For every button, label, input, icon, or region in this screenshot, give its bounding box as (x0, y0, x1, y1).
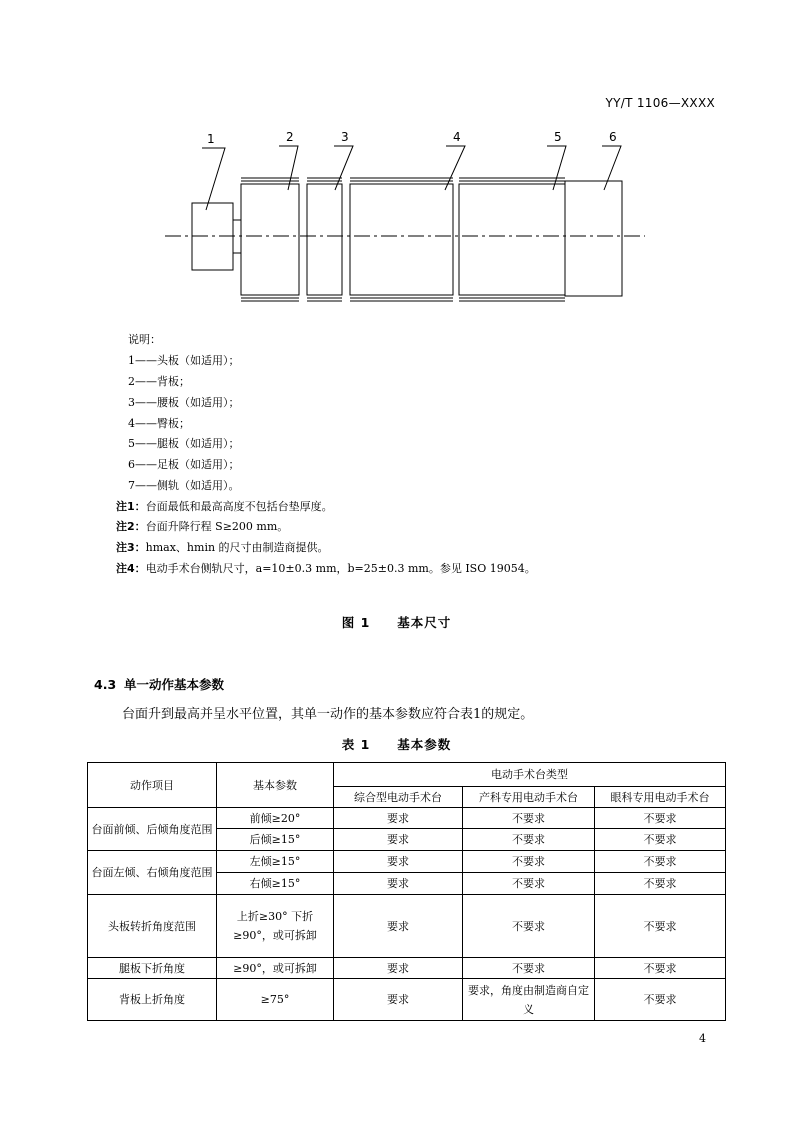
leg-board-shape (459, 184, 565, 295)
parameters-table (87, 762, 726, 1021)
value-cell: 要求 (334, 829, 463, 851)
figure-note-3: 注3：hmax、hmin 的尺寸由制造商提供。 (116, 541, 329, 554)
back-board-shape (241, 184, 299, 295)
value-cell: 不要求 (463, 873, 595, 895)
section-heading (94, 675, 224, 693)
legend-title: 说明： (128, 333, 161, 346)
legend-item: 7——侧轨（如适用）。 (128, 479, 240, 492)
part-label-4: 4 (453, 130, 461, 144)
table-row (88, 851, 726, 873)
section-title: 单一动作基本参数 (124, 677, 225, 692)
legend-item: 5——腿板（如适用）； (128, 437, 240, 450)
action-cell: 台面前倾、后倾角度范围 (88, 808, 217, 851)
part-label-6: 6 (609, 130, 617, 144)
waist-board-shape (307, 184, 342, 295)
legend-item: 1——头板（如适用）； (128, 354, 240, 367)
figure-note-4: 注4：电动手术台侧轨尺寸，a=10±0.3 mm，b=25±0.3 mm。参见 ISO 19054。 (116, 562, 536, 575)
param-cell: 前倾≥20° (217, 808, 334, 829)
param-cell: ≥75° (217, 979, 334, 1021)
value-cell: 不要求 (595, 829, 726, 851)
section-number: 4.3 (94, 677, 117, 692)
value-cell: 不要求 (463, 895, 595, 958)
part-label-3: 3 (341, 130, 349, 144)
action-cell: 头板转折角度范围 (88, 895, 217, 958)
value-cell: 不要求 (595, 851, 726, 873)
value-cell: 不要求 (595, 958, 726, 979)
header-param: 基本参数 (217, 763, 334, 808)
figure-note-2: 注2：台面升降行程 S≥200 mm。 (116, 520, 289, 533)
foot-board-shape (565, 181, 622, 296)
value-cell: 要求 (334, 958, 463, 979)
table-caption: 表 1 基本参数 (341, 737, 452, 752)
param-cell: 上折≥30° 下折≥90°，或可拆卸 (217, 895, 334, 958)
legend-item: 4——臀板； (128, 417, 190, 430)
table-row (88, 958, 726, 979)
page-number: 4 (699, 1032, 706, 1045)
value-cell: 不要求 (595, 873, 726, 895)
header-group: 电动手术台类型 (334, 763, 726, 787)
part-label-2: 2 (286, 130, 294, 144)
param-cell: 右倾≥15° (217, 873, 334, 895)
operating-table-figure (155, 128, 655, 303)
hip-board-shape (350, 184, 453, 295)
figure-caption: 图 1 基本尺寸 (341, 615, 452, 630)
header-action: 动作项目 (88, 763, 217, 808)
value-cell: 不要求 (463, 851, 595, 873)
action-cell: 台面左倾、右倾角度范围 (88, 851, 217, 895)
value-cell: 要求 (334, 895, 463, 958)
value-cell: 要求 (334, 979, 463, 1021)
value-cell: 不要求 (595, 808, 726, 829)
header-type: 综合型电动手术台 (334, 787, 463, 808)
table-row (88, 895, 726, 958)
document-number: YY/T 1106—XXXX (605, 96, 715, 110)
value-cell: 不要求 (463, 829, 595, 851)
value-cell: 要求 (334, 851, 463, 873)
value-cell: 要求 (334, 873, 463, 895)
header-type: 产科专用电动手术台 (463, 787, 595, 808)
part-label-5: 5 (554, 130, 562, 144)
table-row (88, 808, 726, 829)
param-cell: 左倾≥15° (217, 851, 334, 873)
value-cell: 要求，角度由制造商自定义 (463, 979, 595, 1021)
part-label-1: 1 (207, 132, 215, 146)
action-cell: 背板上折角度 (88, 979, 217, 1021)
value-cell: 不要求 (595, 979, 726, 1021)
param-cell: ≥90°，或可拆卸 (217, 958, 334, 979)
legend-item: 2——背板； (128, 375, 190, 388)
param-cell: 后倾≥15° (217, 829, 334, 851)
value-cell: 不要求 (463, 958, 595, 979)
figure-note-1: 注1：台面最低和最高高度不包括台垫厚度。 (116, 500, 333, 513)
value-cell: 要求 (334, 808, 463, 829)
legend-item: 3——腰板（如适用）； (128, 396, 240, 409)
value-cell: 不要求 (595, 895, 726, 958)
value-cell: 不要求 (463, 808, 595, 829)
legend-item: 6——足板（如适用）； (128, 458, 240, 471)
action-cell: 腿板下折角度 (88, 958, 217, 979)
header-type: 眼科专用电动手术台 (595, 787, 726, 808)
section-body: 台面升到最高并呈水平位置，其单一动作的基本参数应符合表1的规定。 (122, 707, 534, 722)
table-row (88, 979, 726, 1021)
